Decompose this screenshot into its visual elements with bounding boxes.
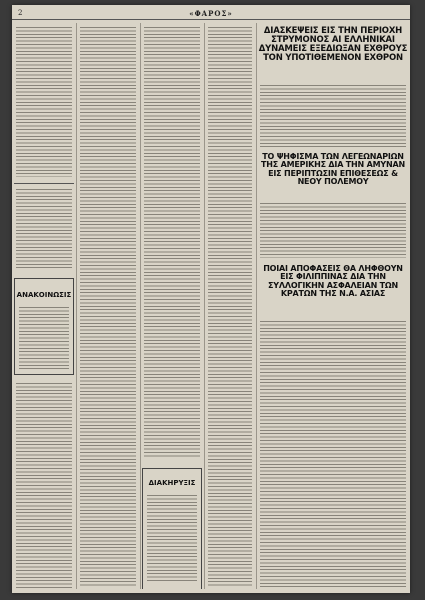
newspaper-title: «ΦΑΡΟΣ» (189, 9, 233, 18)
column-2 (76, 23, 141, 589)
column-1 (12, 23, 77, 589)
page-number: 2 (18, 9, 23, 17)
notice-title: ΔΙΑΚΗΡΥΞΙΣ (148, 479, 196, 487)
notice-box (142, 468, 202, 589)
news-block (256, 23, 410, 589)
newspaper-page (12, 5, 410, 593)
column-3 (140, 23, 205, 589)
masthead (12, 9, 410, 20)
second-headline: ΤΟ ΨΗΦΙΣΜΑ ΤΩΝ ΛΕΓΕΩΝΑΡΙΩΝ ΤΗΣ ΑΜΕΡΙΚΗΣ ΔΙΑ ΤΗΝ ΑΜΥΝΑΝ ΕΙΣ ΠΕΡΙΠΤΩΣΙΝ ΕΠΙΘΕΣΕΩΣ & ΝΕΟΥ ΠΟΛΕΜΟΥ (261, 152, 405, 187)
lead-headline: ΔΙΑΣΚΕΨΕΙΣ ΕΙΣ ΤΗΝ ΠΕΡΙΟΧΗ ΣΤΡΥΜΟΝΟΣ ΑΙ ΕΛΛΗΝΙΚΑΙ ΔΥΝΑΜΕΙΣ ΕΞΕΔΙΩΞΑΝ ΕΧΘΡΟΥΣ ΤΟΝ ΥΠΟΤΙΘΕΜΕΝΟΝ ΕΧΘΡΟΝ (258, 26, 408, 63)
third-headline: ΠΟΙΑΙ ΑΠΟΦΑΣΕΙΣ ΘΑ ΛΗΦΘΟΥΝ ΕΙΣ ΦΙΛΙΠΠΙΝΑΣ ΔΙΑ ΤΗΝ ΣΥΛΛΟΓΙΚΗΝ ΑΣΦΑΛΕΙΑΝ ΤΩΝ ΚΡΑΤΩΝ ΤΗΣ Ν.Α. ΑΣΙΑΣ (263, 264, 403, 299)
announcement-title: ΑΝΑΚΟΙΝΩΣΙΣ (16, 291, 72, 299)
announcement-box (14, 278, 74, 375)
column-4 (204, 23, 257, 589)
